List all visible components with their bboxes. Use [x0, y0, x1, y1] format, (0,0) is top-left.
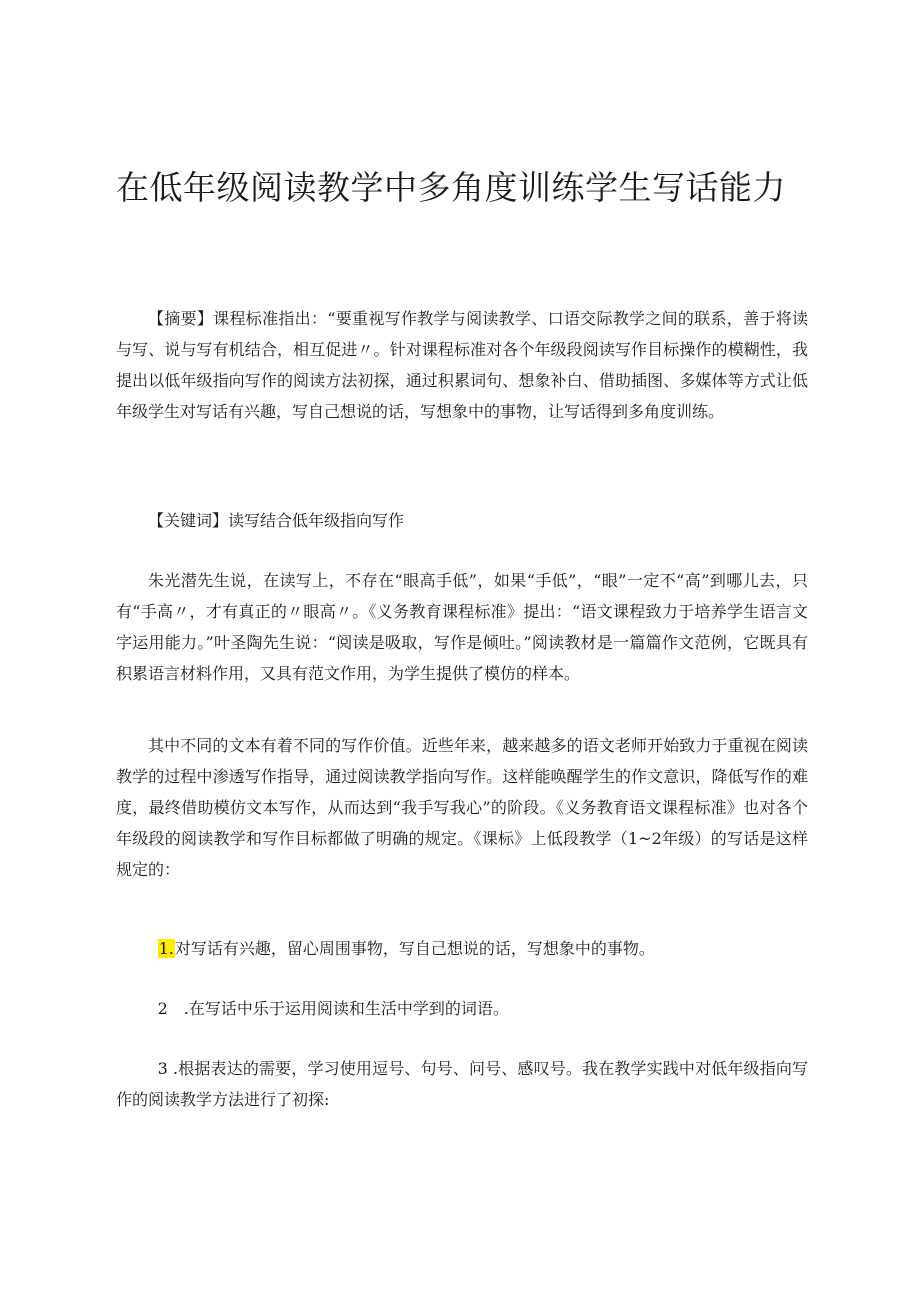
document-title: 在低年级阅读教学中多角度训练学生写话能力	[116, 168, 786, 207]
list-item-1	[116, 933, 808, 964]
abstract-paragraph: 【摘要】课程标准指出：“要重视写作教学与阅读教学、口语交际教学之间的联系，善于将读与写、说与写有机结合，相互促进〃。针对课程标准对各个年级段阅读写作目标操作的模糊性，我提出以低年级指向写作的阅读方法初探，通过积累词句、想象补白、借助插图、多媒体等方式让低年级学生对写话有兴趣，写自己想说的话，写想象中的事物，让写话得到多角度训练。	[116, 309, 808, 421]
list-item-text: 在写话中乐于运用阅读和生活中学到的词语。	[188, 999, 509, 1018]
list-item-text: 根据表达的需要，学习使用逗号、句号、问号、感叹号。我在教学实践中对低年级指向写作的阅读教学方法进行了初探:	[116, 1059, 808, 1109]
keywords-paragraph: 【关键词】读写结合低年级指向写作	[148, 511, 405, 530]
list-item-2	[116, 993, 808, 1024]
body-paragraph-2: 其中不同的文本有着不同的写作价值。近些年来，越来越多的语文老师开始致力于重视在阅读教学的过程中渗透写作指导，通过阅读教学指向写作。这样能唤醒学生的作文意识，降低写作的难度，最终借助模仿文本写作，从而达到“我手写我心”的阶段。《义务教育语文课程标准》也对各个年级段的阅读教学和写作目标都做了明确的规定。《课标》上低段教学（1~2年级）的写话是这样规定的：	[116, 736, 808, 879]
body-paragraph-1: 朱光潜先生说，在读写上，不存在“眼高手低”，如果“手低”，“眼”一定不“高”到哪儿去，只有“手高〃，才有真正的〃眼高〃。《义务教育课程标准》提出：“语文课程致力于培养学生语言文字运用能力。”叶圣陶先生说：“阅读是吸取，写作是倾吐。”阅读教材是一篇篇作文范例，它既具有积累语言材料作用，又具有范文作用，为学生提供了模仿的样本。	[116, 571, 808, 683]
list-item-number: 3 .	[157, 1059, 179, 1078]
list-item-3	[116, 1053, 808, 1115]
list-item-number: 2 .	[157, 999, 189, 1018]
list-item-text: 对写话有兴趣，留心周围事物，写自己想说的话，写想象中的事物。	[174, 939, 655, 958]
list-item-number-highlighted: 1.	[158, 939, 174, 958]
